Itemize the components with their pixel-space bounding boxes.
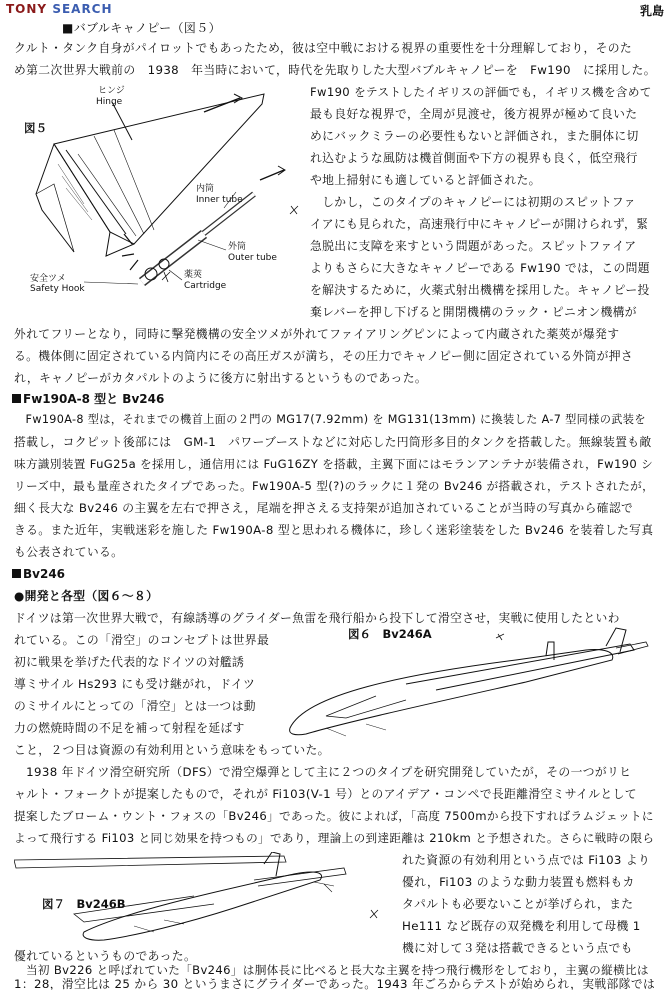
text-line: や地上掃射にも適していると評価された。	[310, 173, 541, 187]
figure-7-bv246b	[14, 852, 394, 942]
section-marker-icon	[12, 569, 21, 578]
text-line: よりもさらに大きなキャノピーである Fw190 では，この問題	[310, 261, 650, 275]
inner-tube-label-jp: 内筒	[196, 184, 215, 194]
text-line: る。機体側に固定されている内筒内にその高圧ガスが満ち，その圧力でキャノピー側に固定されている外筒が押さ	[14, 349, 634, 363]
text-line: 1938 年ドイツ滑空研究所（DFS）で滑空爆弾として主に２つのタイプを研究開発していたが，その一つがリヒ	[14, 765, 632, 779]
hinge-label-en: Hinge	[96, 97, 123, 107]
text-line: 優れているというものであった。	[14, 949, 197, 963]
text-line: He111 など既存の双発機を利用して母機 1	[402, 919, 641, 933]
text-line: ャルト・フォークトが提案したもので，それが Fi103(V-1 号）とのアイデア・コンペで長距離滑空ミサイルとして	[14, 787, 637, 801]
text-line: 最も良好な視界で，全周が見渡せ，後方視界が極めて良いた	[310, 107, 638, 121]
text-line: タパルトも必要ないことが挙げられ，また	[402, 897, 634, 911]
text-line: 搭載し，コクピット後部には GM-1 パワーブーストなどに対応した円筒形多目的タンクを搭載した。無線装置も敵	[14, 435, 652, 449]
text-line: のミサイルにとっての「滑空」とは一つは動	[14, 699, 256, 713]
text-line: 初に戦果を挙げた代表的なドイツの対艦誘	[14, 655, 245, 669]
section-marker-icon	[12, 394, 21, 403]
text-line: 当初 Bv226 と呼ばれていた「Bv246」は胴体長に比べると長大な主翼を持つ飛行機形をしており，主翼の縦横比は	[14, 963, 649, 977]
section-heading-text: Fw190A-8 型と Bv246	[23, 392, 165, 406]
text-line: クルト・タンク自身がパイロットでもあったため，彼は空中戦における視界の重要性を十分理解しており，そのた	[14, 41, 633, 55]
text-line: 棄レバーを押し下げると開閉機構のラック・ピニオン機構が	[310, 305, 637, 319]
text-line: 細く長大な Bv246 の主翼を左右で押さえ，尾端を押さえる支持架が追加されていることが当時の写真から確認で	[14, 501, 634, 515]
text-line: 外れてフリーとなり，同時に撃発機構の安全ツメが外れてファイアリングピンによって内蔵された薬莢が爆発す	[14, 327, 620, 341]
text-line: ドイツは第一次世界大戦で，有線誘導のグライダー魚雷を飛行船から投下して滑空させ，実戦に使用したといわ	[14, 611, 620, 625]
figure-5-caption: 図５	[24, 121, 47, 135]
text-line: イアにも見られた，高速飛行中にキャノピーが開けられず，緊	[310, 217, 649, 231]
text-line: れ，キャノピーがカタパルトのように後方に射出するというものであった。	[14, 371, 427, 385]
safety-hook-label-jp: 安全ツメ	[30, 274, 66, 284]
figure-7-caption: 図７ Bv246B	[42, 897, 126, 911]
text-line: め第二次世界大戦前の 1938 年当時において，時代を先取りした大型バブルキャノピーを Fw190 に採用した。	[14, 63, 656, 77]
text-line: きる。また近年，実戦迷彩を施した Fw190A-8 型と思われる機体に，珍しく迷彩塗装をした Bv246 を装着した写真	[14, 523, 654, 537]
watermark-left: TONY	[6, 2, 48, 16]
figure-6-bv246a	[286, 624, 658, 740]
hinge-label-jp: ヒンジ	[98, 86, 125, 96]
text-line: れている。この「滑空」のコンセプトは世界最	[14, 633, 270, 647]
text-line: めにバックミラーの必要性もないと評価され，また胴体に切	[310, 129, 639, 143]
figure-6-caption: 図６ Bv246A	[348, 627, 432, 641]
text-line: 急脱出に支障を来すという問題があった。スピットファイア	[310, 239, 637, 253]
text-line: 優れ，Fi103 のような動力装置も燃料もカ	[402, 875, 635, 889]
bv246a-drawing	[286, 624, 658, 740]
watermark-logo	[6, 2, 113, 16]
text-line: れ込むような風防は機首側面や下方の視界も良く，低空飛行	[310, 151, 638, 165]
cartridge-label-jp: 薬莢	[184, 270, 203, 280]
watermark-right: SEARCH	[52, 2, 113, 16]
text-line: 導ミサイル Hs293 にも受け継がれ，ドイツ	[14, 677, 256, 691]
text-line: 力の燃焼時間の不足を補って射程を延ばす	[14, 721, 245, 735]
section-heading	[12, 566, 65, 582]
outer-tube-label-jp: 外筒	[228, 242, 247, 252]
text-line: 1：28，滑空比は 25 から 30 というまさにグライダーであった。1943 年ごろからテストが始められ，実戦部隊では	[14, 977, 656, 990]
text-line: Fw190 をテストしたイギリスの評価でも，イギリス機を含めて	[310, 85, 652, 99]
text-line: れた資源の有効利用という点では Fi103 より	[402, 853, 651, 867]
text-line: 提案したブローム・ウント・フォスの「Bv246」であった。彼によれば，「高度 7500mから投下すればラムジェットに	[14, 809, 654, 823]
text-line: 機に対して３発は搭載できるという点でも	[402, 941, 633, 955]
text-line: 味方識別装置 FuG25a を採用し，通信用には FuG16ZY を搭載，主翼下面にはモランアンテナが装備され，Fw190 シ	[14, 457, 654, 471]
text-line: も公表されている。	[14, 545, 124, 559]
text-line: Fw190A-8 型は，それまでの機首上面の２門の MG17(7.92mm) を MG131(13mm) に換装した A-7 型同様の武装を	[14, 413, 646, 426]
inner-tube-label-en: Inner tube	[196, 195, 243, 205]
subsection-heading: ●開発と各型（図６～８）	[14, 589, 159, 603]
section-heading	[12, 391, 164, 407]
safety-hook-label-en: Safety Hook	[30, 284, 85, 294]
text-line: よって飛行する Fi103 と同じ効果を持つもの」であり，理論上の到達距離は 210km と予想された。さらに戦時の限ら	[14, 831, 655, 845]
canopy-section-title: ■バブルキャノピー（図５）	[62, 21, 221, 35]
cartridge-label-en: Cartridge	[184, 281, 227, 291]
corner-watermark: 乳島	[639, 4, 664, 18]
outer-tube-label-en: Outer tube	[228, 253, 277, 263]
text-line: を解決するために，火薬式射出機構を採用した。キャノピー投	[310, 283, 650, 297]
section-heading-text: Bv246	[23, 567, 66, 581]
text-line: こと，２つ目は資源の有効利用という意味をもっていた。	[14, 743, 330, 757]
text-line: しかし，このタイプのキャノピーには初期のスピットファ	[310, 195, 636, 209]
text-line: リーズ中，最も量産されたタイプであった。Fw190A-5 型(?)のラックに１発の Bv246 が搭載され，テストされたが，	[14, 479, 655, 493]
figure-5-canopy-mechanism	[14, 84, 304, 294]
